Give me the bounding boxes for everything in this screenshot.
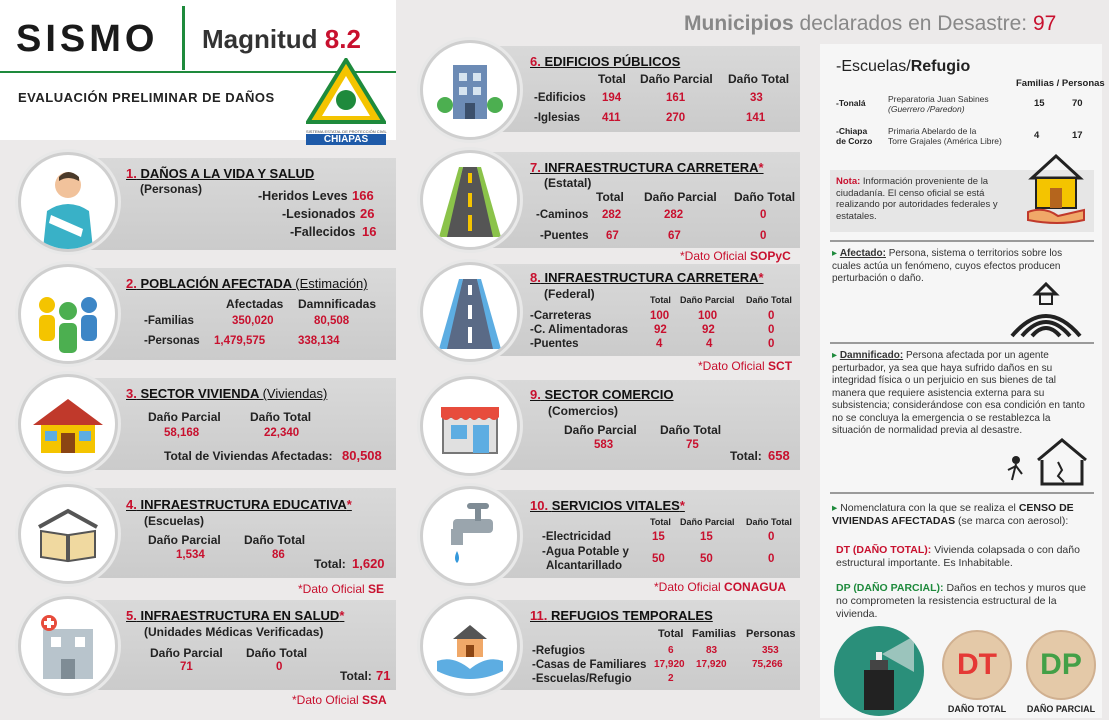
row-label: -Electricidad (542, 531, 612, 543)
source-note: *Dato Oficial SE (298, 582, 385, 596)
row-label: -Heridos Leves (258, 189, 348, 203)
row-label: -Fallecidos (290, 225, 356, 239)
building-icon (420, 40, 520, 140)
row-value: 50 (700, 553, 713, 565)
row-value: 86 (272, 549, 285, 561)
row-value: 0 (760, 209, 767, 221)
row-value: 80,508 (314, 315, 350, 327)
col-header: Total (658, 628, 684, 640)
col-header: Daño Total (660, 423, 722, 437)
row-label: -Refugios (532, 645, 586, 657)
earthquake-house-icon (1008, 280, 1084, 340)
col-header: Daño Total (728, 72, 790, 86)
col-header: Daño Parcial (148, 533, 221, 547)
logo-caption: SISTEMA ESTATAL DE PROTECCIÓN CIVIL (306, 129, 387, 134)
row-label: -Puentes (540, 230, 589, 242)
col-header: Daño Parcial (644, 190, 717, 204)
total-label: Total de Viviendas Afectadas: (164, 449, 333, 463)
row-value: 0 (768, 553, 775, 565)
divider (830, 492, 1094, 494)
row-value: 270 (666, 112, 686, 124)
row-value: 282 (664, 209, 684, 221)
section-title: 10. SERVICIOS VITALES* (530, 498, 685, 513)
row-value: 141 (746, 112, 766, 124)
col-header: Daño Parcial (148, 410, 221, 424)
dp-caption: DAÑO PARCIAL (1026, 704, 1096, 714)
dt-definition: DT (DAÑO TOTAL): Vivienda colapsada o con daño estructural importante. Es Inhabitable. (836, 544, 1080, 569)
divider (830, 240, 1094, 242)
magnitude-label: Magnitud (202, 24, 318, 54)
row-value: 4 (656, 338, 663, 350)
section-title: 3. SECTOR VIVIENDA (Viviendas) (126, 386, 328, 401)
row-value: 0 (760, 230, 767, 242)
col-header: Daño Total (746, 517, 792, 527)
dp-badge: DP (1026, 630, 1096, 700)
section-title: 11. REFUGIOS TEMPORALES (530, 608, 713, 623)
logo-state: CHIAPAS (306, 134, 386, 145)
row-value: 92 (654, 324, 667, 336)
road-icon (420, 150, 520, 250)
row-label: -Carreteras (530, 310, 592, 322)
row-value: 194 (602, 92, 622, 104)
col-header: Damnificadas (298, 297, 377, 311)
school-name: Primaria Abelardo de la Torre Grajales (América Libre) (888, 126, 1002, 146)
col-header: Afectadas (226, 297, 284, 311)
row-value: 15 (652, 531, 665, 543)
row-value: 0 (768, 338, 775, 350)
row-value: 75,266 (752, 659, 783, 670)
people-group-icon (18, 264, 118, 364)
place-label: -Tonalá (836, 98, 866, 108)
col-header: Total (598, 72, 626, 86)
col-header: Daño Parcial (564, 423, 637, 437)
row-value: 411 (602, 112, 621, 124)
row-value: 15 (1034, 98, 1045, 109)
row-label: -Agua Potable y (542, 546, 629, 558)
row-value: 583 (594, 439, 614, 451)
row-value: 338,134 (298, 335, 340, 347)
col-header: Daño Total (746, 295, 792, 305)
section-subtitle: (Escuelas) (144, 514, 205, 528)
shelter-hands-icon (420, 596, 520, 696)
total-label: Total: (730, 449, 762, 463)
book-icon (18, 484, 118, 584)
section-subtitle: (Unidades Médicas Verificadas) (144, 625, 324, 639)
row-value: 0 (768, 310, 775, 322)
row-value: 92 (702, 324, 715, 336)
total-label: Total: (340, 669, 372, 683)
section-title: 9. SECTOR COMERCIO (530, 387, 674, 402)
total-value: 1,620 (352, 556, 385, 571)
row-value: 17 (1072, 130, 1083, 141)
municipios-label: declarados en Desastre: (799, 12, 1028, 35)
col-header: Familias / Personas (1016, 78, 1105, 89)
total-value: 80,508 (342, 448, 382, 463)
row-label: -Puentes (530, 338, 579, 350)
col-header: Daño Parcial (680, 517, 735, 527)
spray-paint-icon (834, 626, 924, 716)
col-header: Personas (746, 628, 796, 640)
municipios-value: 97 (1033, 12, 1057, 35)
row-label: -Lesionados (282, 207, 356, 221)
row-label: -Casas de Familiares (532, 659, 647, 671)
col-header: Total (596, 190, 624, 204)
nota-text: Nota: Información proveniente de la ciudadanía. El censo oficial se está realizando por autoridades federales y estatales. (836, 176, 998, 222)
row-value: 0 (276, 661, 283, 673)
municipios-label-bold: Municipios (684, 12, 794, 35)
row-value: 2 (668, 673, 674, 684)
house-icon (18, 374, 118, 474)
person-injured-icon (18, 152, 118, 252)
row-value: 83 (706, 645, 718, 656)
col-header: Daño Total (250, 410, 312, 424)
section-title: 1. DAÑOS A LA VIDA Y SALUD (126, 166, 315, 181)
row-label: Alcantarillado (546, 560, 623, 572)
section-title: 4. INFRAESTRUCTURA EDUCATIVA* (126, 497, 352, 512)
row-label: -Escuelas/Refugio (532, 673, 632, 685)
section-subtitle: (Comercios) (548, 404, 619, 418)
row-label: -Edificios (534, 92, 586, 104)
row-value: 0 (768, 531, 775, 543)
damnificado-text: ▸ Damnificado: Persona afectada por un agente perturbador, ya sea que haya sufrido daños en su integridad física o un perjuicio en sus bienes de tal manera que requiere asistencia externa para su subsistencia; considerándose con esa condición en tanto no se concluya la emergencia o se restablezca la situación de normalidad previa al desastre. (832, 350, 1085, 436)
col-header: Daño Total (734, 190, 796, 204)
house-hand-icon (1024, 150, 1088, 226)
col-header: Daño Parcial (640, 72, 713, 86)
total-label: Total: (314, 557, 346, 571)
row-value: 67 (668, 230, 681, 242)
col-header: Total (650, 517, 671, 527)
row-value: 15 (700, 531, 713, 543)
store-icon (420, 376, 520, 476)
municipios-banner (684, 12, 1056, 36)
row-value: 350,020 (232, 315, 274, 327)
magnitude (202, 24, 361, 55)
row-value: 67 (606, 230, 619, 242)
app-title: SISMO (16, 18, 159, 60)
afectado-text: ▸ Afectado: Persona, sistema o territorios sobre los cuales actúa un fenómeno, cuyos efectos producen perturbación o daño. (832, 248, 1063, 284)
section-subtitle: (Estatal) (544, 176, 592, 190)
row-value: 71 (180, 661, 193, 673)
highway-icon (420, 262, 520, 362)
row-value: 50 (652, 553, 665, 565)
row-value: 75 (686, 439, 699, 451)
proteccion-civil-logo (306, 58, 387, 145)
row-value: 22,340 (264, 427, 300, 439)
row-value: 4 (1034, 130, 1040, 141)
hospital-icon (18, 596, 118, 696)
nomenclatura-text: ▸ Nomenclatura con la que se realiza el CENSO DE VIVIENDAS AFECTADAS (se marca con aerosol): (832, 502, 1074, 527)
row-value: 166 (352, 188, 374, 203)
section-title: 5. INFRAESTRUCTURA EN SALUD* (126, 608, 345, 623)
page-subtitle: EVALUACIÓN PRELIMINAR DE DAÑOS (18, 90, 275, 105)
col-header: Familias (692, 628, 737, 640)
row-value: 70 (1072, 98, 1083, 109)
row-value: 282 (602, 209, 622, 221)
school-name: Preparatoria Juan Sabines (Guerrero /Paredon) (888, 94, 989, 114)
row-label: -Iglesias (534, 112, 581, 124)
total-value: 658 (768, 448, 790, 463)
section-title: 6. EDIFICIOS PÚBLICOS (530, 54, 681, 69)
row-value: 100 (698, 310, 718, 322)
row-label: -Personas (144, 335, 200, 347)
row-value: 161 (666, 92, 686, 104)
place-label: -Chiapa de Corzo (836, 126, 873, 146)
section-title: 7. INFRAESTRUCTURA CARRETERA* (530, 160, 764, 175)
row-value: 33 (750, 92, 763, 104)
row-value: 1,479,575 (214, 335, 266, 347)
collapsed-house-icon (1002, 436, 1088, 486)
row-value: 1,534 (176, 549, 205, 561)
col-header: Daño Total (246, 646, 308, 660)
magnitude-value: 8.2 (324, 24, 361, 54)
col-header: Daño Parcial (680, 295, 735, 305)
col-header: Total (650, 295, 671, 305)
col-header: Daño Parcial (150, 646, 223, 660)
row-label: -Caminos (536, 209, 589, 221)
row-value: 17,920 (696, 659, 727, 670)
row-value: 17,920 (654, 659, 685, 670)
divider (830, 342, 1094, 344)
row-value: 16 (362, 224, 377, 239)
row-value: 100 (650, 310, 670, 322)
source-note: *Dato Oficial SSA (292, 693, 387, 707)
title-divider (182, 6, 185, 70)
row-value: 26 (360, 206, 375, 221)
source-note: *Dato Oficial CONAGUA (654, 580, 787, 594)
col-header: Daño Total (244, 533, 306, 547)
section-subtitle: (Personas) (140, 182, 203, 196)
row-label: -C. Alimentadoras (530, 324, 628, 336)
source-note: *Dato Oficial SOPyC (680, 249, 791, 263)
total-value: 71 (376, 668, 391, 683)
escuelas-title: -Escuelas/Refugio (836, 58, 971, 75)
source-note: *Dato Oficial SCT (698, 359, 793, 373)
row-value: 58,168 (164, 427, 200, 439)
section-subtitle: (Federal) (544, 287, 595, 301)
section-title: 8. INFRAESTRUCTURA CARRETERA* (530, 270, 764, 285)
row-label: -Familias (144, 315, 194, 327)
faucet-icon (420, 486, 520, 586)
dt-badge: DT (942, 630, 1012, 700)
row-value: 0 (768, 324, 775, 336)
dp-definition: DP (DAÑO PARCIAL): Daños en techos y muros que no comprometen la resistencia estructural de la vivienda. (836, 582, 1086, 620)
row-value: 6 (668, 645, 674, 656)
dt-caption: DAÑO TOTAL (947, 704, 1007, 714)
row-value: 353 (762, 645, 779, 656)
row-value: 4 (706, 338, 713, 350)
section-title: 2. POBLACIÓN AFECTADA (Estimación) (126, 276, 368, 291)
